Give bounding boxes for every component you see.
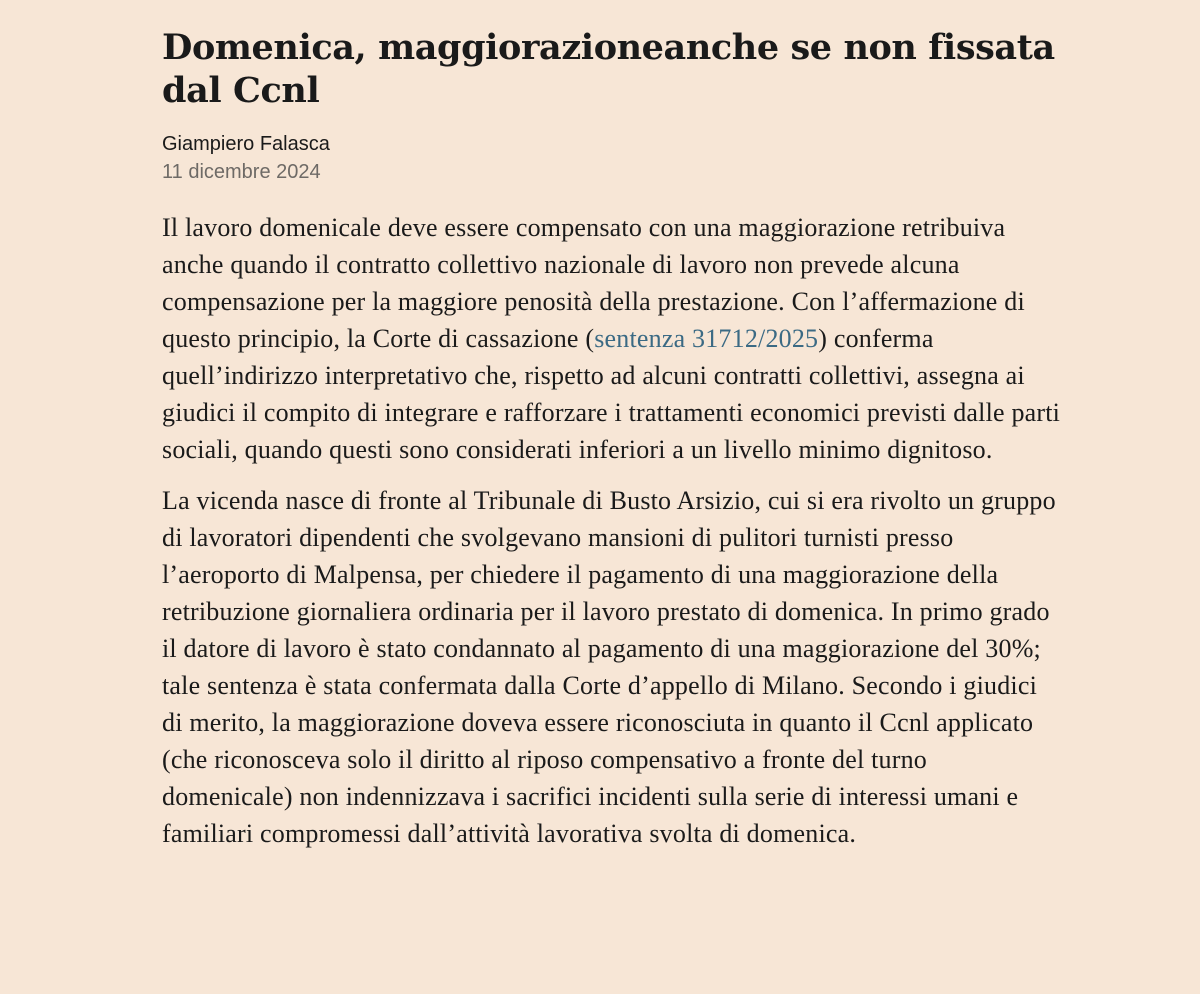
article-author: Giampiero Falasca (162, 133, 330, 155)
article-headline: Domenica, maggiorazioneanche se non fissata dal Ccnl (162, 27, 1055, 111)
article-date: 11 dicembre 2024 (162, 161, 321, 183)
paragraph-text: Il lavoro domenicale deve essere compensato con una maggiorazione retribuiva anche quando il contratto collettivo nazionale di lavoro non prevede alcuna compensazione per la maggiore penosità della prestazione. Con l’affermazione di questo principio, la Corte di cassazione ( (162, 213, 1025, 353)
sentenza-link[interactable]: sentenza 31712/2025 (594, 324, 819, 353)
article-paragraph: La vicenda nasce di fronte al Tribunale di Busto Arsizio, cui si era rivolto un gruppo di lavoratori dipendenti che svolgevano mansioni di pulitori turnisti presso l’aeroporto di Malpensa, per chiedere il pagamento di una maggiorazione della retribuzione giornaliera ordinaria per il lavoro prestato di domenica. In primo grado il datore di lavoro è stato condannato al pagamento di una maggiorazione del 30%; tale sentenza è stata confermata dalla Corte d’appello di Milano. Secondo i giudici di merito, la maggiorazione doveva essere riconosciuta in quanto il Ccnl applicato (che riconosceva solo il diritto al riposo compensativo a fronte del turno domenicale) non indennizzava i sacrifici incidenti sulla serie di interessi umani e familiari compromessi dall’attività lavorativa svolta di domenica. (162, 486, 1056, 848)
article (162, 26, 1062, 866)
article-body (162, 209, 1062, 852)
article-paragraph (162, 209, 1062, 468)
paragraph-text: ) conferma quell’indirizzo interpretativo che, rispetto ad alcuni contratti collettivi, assegna ai giudici il compito di integrare e rafforzare i trattamenti economici previsti dalle parti sociali, quando questi sono considerati inferiori a un livello minimo dignitoso. (162, 324, 1061, 464)
